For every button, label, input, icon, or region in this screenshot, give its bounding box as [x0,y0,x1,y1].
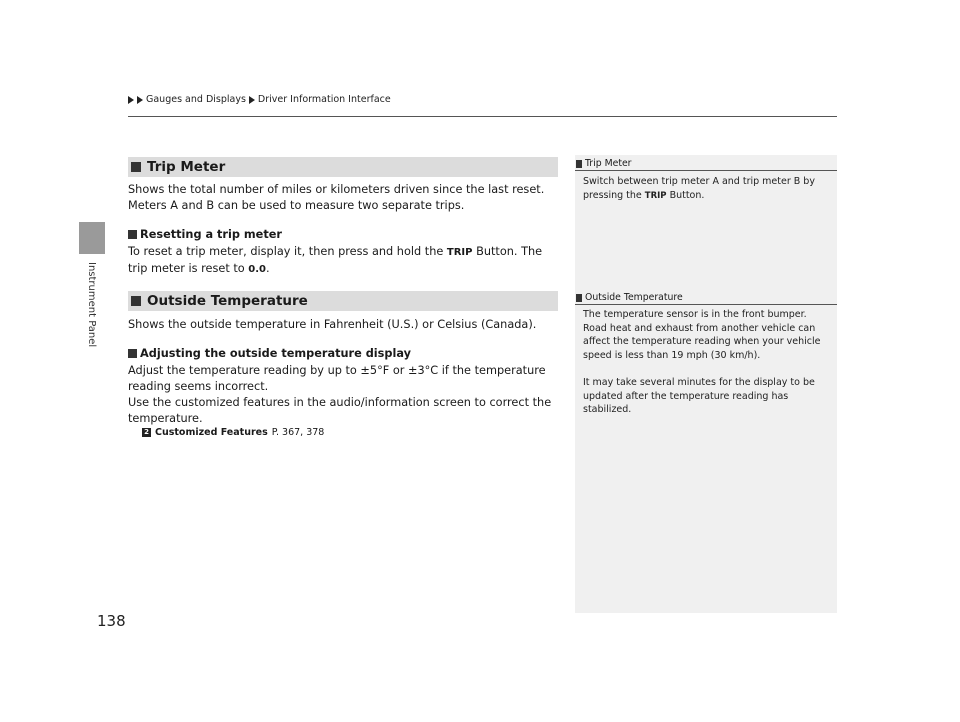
subheading-text: Adjusting the outside temperature display [140,347,411,360]
header-divider [128,116,837,117]
xref-pages[interactable]: P. 367, 378 [271,427,325,438]
square-bullet-icon [128,230,137,239]
xref-label[interactable]: Customized Features [155,427,268,438]
outside-temp-adjust-text: Adjust the temperature reading by up to ±5°F or ±3°C if the temperature reading seems incorrect. [128,364,546,393]
note-marker-icon [576,160,582,168]
outside-temp-intro: Shows the outside temperature in Fahrenheit (U.S.) or Celsius (Canada). [128,318,537,331]
trip-meter-intro: Shows the total number of miles or kilometers driven since the last reset. Meters A and B can be used to measure two separate trips. [128,183,545,212]
text-fragment: To reset a trip meter, display it, then press and hold the [128,245,447,258]
section-header-outside-temperature [128,291,558,311]
reference-icon: 2 [142,428,151,437]
cross-reference-customized-features[interactable] [142,427,324,438]
section-tab-marker [79,222,105,254]
square-bullet-icon [131,296,141,306]
trip-button-label: TRIP [446,247,473,258]
arrow-right-icon [249,96,255,104]
breadcrumb [128,94,391,105]
note-divider [575,170,837,171]
breadcrumb-item-gauges[interactable]: Gauges and Displays [146,94,246,105]
arrow-right-icon [137,96,143,104]
breadcrumb-item-driver-info[interactable]: Driver Information Interface [257,94,391,105]
note-title-text: Outside Temperature [585,292,683,303]
note-outside-temperature-text [583,308,833,417]
subheading-adjusting [128,347,411,360]
section-header-trip-meter [128,157,558,177]
note-paragraph: The temperature sensor is in the front bumper. Road heat and exhaust from another vehicle can affect the temperature reading when your vehicle speed is less than 19 mph (30 km/h). [583,309,821,361]
square-bullet-icon [131,162,141,172]
note-title-text: Trip Meter [585,158,632,169]
text-fragment: Button. [666,189,705,201]
subheading-text: Resetting a trip meter [140,228,282,241]
reset-value: 0.0 [248,264,267,275]
note-marker-icon [576,294,582,302]
note-trip-meter-text [583,175,833,203]
text-fragment: . [266,262,270,275]
note-title-trip-meter [576,158,632,169]
note-divider [575,304,837,305]
text-fragment: Switch between trip meter A and trip meter B by pressing the [583,176,815,201]
text-fragment: Button. The trip meter is reset to [128,245,543,275]
trip-button-label: TRIP [644,190,667,201]
note-paragraph: It may take several minutes for the display to be updated after the temperature reading has stabilized. [583,376,815,416]
section-title: Trip Meter [147,159,226,175]
note-title-outside-temperature [576,292,683,303]
section-title: Outside Temperature [147,293,308,309]
outside-temp-customize-text: Use the customized features in the audio/information screen to correct the temperature. [128,396,552,425]
arrow-right-icon [128,96,134,104]
trip-meter-reset-text [128,244,560,278]
square-bullet-icon [128,349,137,358]
subheading-resetting [128,228,282,241]
section-tab-label: Instrument Panel [86,262,97,348]
page-number: 138 [97,612,126,630]
